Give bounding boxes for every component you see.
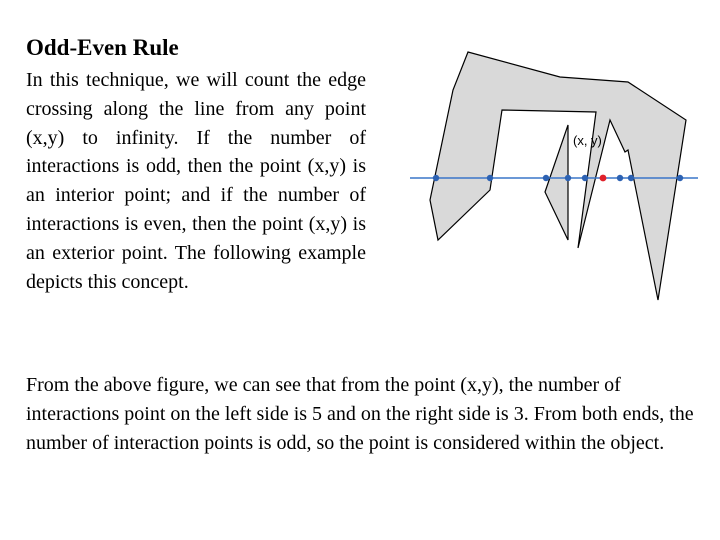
conclusion-paragraph: From the above figure, we can see that from the point (x,y), the number of interactions point on the left side is 5 and on the right side is 3. From both ends, the number of interaction points is odd, so the point is considered within the object. (26, 374, 694, 454)
intersection-point (582, 175, 588, 181)
inner-triangle (545, 125, 568, 240)
intersection-point (565, 175, 571, 181)
test-point (600, 175, 607, 182)
intersection-point (543, 175, 549, 181)
odd-even-figure (408, 50, 698, 312)
intersection-point (628, 175, 634, 181)
polygon-diagram (408, 50, 698, 312)
intro-paragraph: In this technique, we will count the edge crossing along the line from any point (x,y) to infinity. If the number of interactions is odd, then the point (x,y) is an interior point; and if the number of interactions is even, then the point (x,y) is an exterior point. The following example depicts this concept. (26, 69, 366, 293)
slide-title: Odd-Even Rule (26, 35, 179, 60)
intersection-point (487, 175, 493, 181)
intersection-point (617, 175, 623, 181)
point-label: (x, y) (573, 133, 602, 148)
intersection-point (677, 175, 683, 181)
intersection-point (433, 175, 439, 181)
